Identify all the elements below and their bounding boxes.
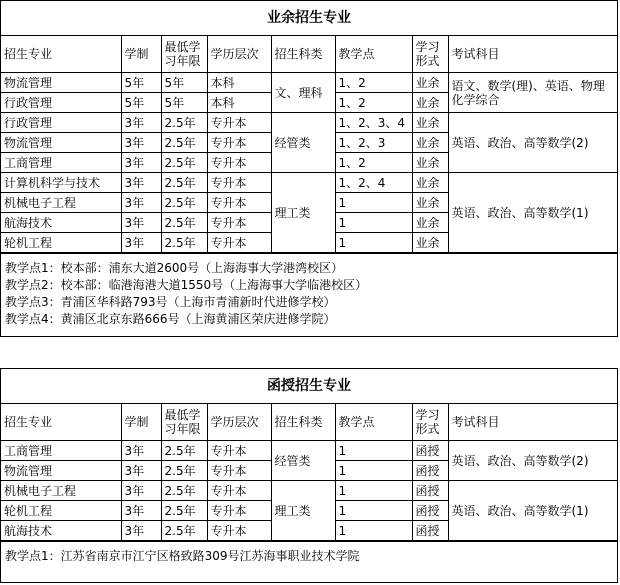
cell-level: 本科 bbox=[207, 93, 271, 113]
cell-level: 专升本 bbox=[207, 113, 271, 133]
header-level: 学历层次 bbox=[207, 36, 271, 73]
cell-major: 机械电子工程 bbox=[1, 481, 121, 501]
cell-exam: 英语、政治、高等数学(1) bbox=[448, 173, 617, 253]
cell-site: 1、2 bbox=[335, 153, 412, 173]
cell-min-years: 2.5年 bbox=[161, 193, 207, 213]
note-line: 教学点2：校本部：临港海港大道1550号（上海海事大学临港校区） bbox=[5, 278, 368, 292]
cell-exam: 英语、政治、高等数学(1) bbox=[448, 481, 617, 541]
cell-site: 1、2、4 bbox=[335, 173, 412, 193]
header-category: 招生科类 bbox=[271, 404, 335, 441]
header-min-years: 最低学习年限 bbox=[161, 36, 207, 73]
program-table bbox=[1, 36, 617, 253]
cell-major: 工商管理 bbox=[1, 153, 121, 173]
header-exam: 考试科目 bbox=[448, 404, 617, 441]
cell-mode: 函授 bbox=[412, 461, 448, 481]
table-header-row bbox=[1, 36, 617, 73]
cell-level: 专升本 bbox=[207, 133, 271, 153]
cell-min-years: 2.5年 bbox=[161, 441, 207, 461]
cell-mode: 函授 bbox=[412, 481, 448, 501]
note-line: 教学点1：江苏省南京市江宁区格致路309号江苏海事职业技术学院 bbox=[5, 549, 360, 563]
cell-level: 专升本 bbox=[207, 521, 271, 541]
cell-level: 专升本 bbox=[207, 501, 271, 521]
cell-site: 1 bbox=[335, 233, 412, 253]
cell-mode: 业余 bbox=[412, 153, 448, 173]
header-major: 招生专业 bbox=[1, 36, 121, 73]
cell-level: 专升本 bbox=[207, 441, 271, 461]
cell-exam: 语文、数学(理)、英语、物理化学综合 bbox=[448, 73, 617, 113]
cell-length: 3年 bbox=[121, 501, 161, 521]
cell-min-years: 2.5年 bbox=[161, 113, 207, 133]
table-row bbox=[1, 481, 617, 501]
cell-level: 专升本 bbox=[207, 153, 271, 173]
cell-exam: 英语、政治、高等数学(2) bbox=[448, 441, 617, 481]
header-mode: 学习形式 bbox=[412, 36, 448, 73]
cell-exam: 英语、政治、高等数学(2) bbox=[448, 113, 617, 173]
cell-site: 1 bbox=[335, 481, 412, 501]
cell-major: 机械电子工程 bbox=[1, 193, 121, 213]
cell-major: 计算机科学与技术 bbox=[1, 173, 121, 193]
cell-length: 3年 bbox=[121, 481, 161, 501]
table-row bbox=[1, 73, 617, 93]
cell-mode: 业余 bbox=[412, 133, 448, 153]
header-min-years: 最低学习年限 bbox=[161, 404, 207, 441]
cell-length: 3年 bbox=[121, 133, 161, 153]
header-mode: 学习形式 bbox=[412, 404, 448, 441]
header-level: 学历层次 bbox=[207, 404, 271, 441]
cell-length: 3年 bbox=[121, 461, 161, 481]
cell-mode: 业余 bbox=[412, 213, 448, 233]
cell-major: 轮机工程 bbox=[1, 233, 121, 253]
teaching-site-notes bbox=[1, 253, 617, 334]
cell-site: 1、2、3、4 bbox=[335, 113, 412, 133]
cell-site: 1 bbox=[335, 441, 412, 461]
cell-mode: 业余 bbox=[412, 173, 448, 193]
cell-major: 行政管理 bbox=[1, 113, 121, 133]
cell-level: 专升本 bbox=[207, 233, 271, 253]
cell-mode: 业余 bbox=[412, 113, 448, 133]
cell-length: 3年 bbox=[121, 441, 161, 461]
cell-length: 3年 bbox=[121, 193, 161, 213]
cell-min-years: 2.5年 bbox=[161, 173, 207, 193]
cell-major: 工商管理 bbox=[1, 441, 121, 461]
cell-site: 1、2 bbox=[335, 93, 412, 113]
cell-site: 1 bbox=[335, 193, 412, 213]
cell-major: 航海技术 bbox=[1, 213, 121, 233]
header-exam: 考试科目 bbox=[448, 36, 617, 73]
cell-mode: 业余 bbox=[412, 233, 448, 253]
cell-mode: 业余 bbox=[412, 193, 448, 213]
cell-length: 3年 bbox=[121, 233, 161, 253]
cell-major: 航海技术 bbox=[1, 521, 121, 541]
teaching-site-notes bbox=[1, 541, 617, 571]
cell-site: 1 bbox=[335, 213, 412, 233]
cell-level: 专升本 bbox=[207, 461, 271, 481]
cell-min-years: 2.5年 bbox=[161, 213, 207, 233]
table-row bbox=[1, 113, 617, 133]
cell-site: 1 bbox=[335, 461, 412, 481]
cell-length: 3年 bbox=[121, 113, 161, 133]
cell-length: 3年 bbox=[121, 521, 161, 541]
cell-major: 物流管理 bbox=[1, 73, 121, 93]
cell-length: 3年 bbox=[121, 153, 161, 173]
cell-length: 5年 bbox=[121, 73, 161, 93]
table-header-row bbox=[1, 404, 617, 441]
cell-major: 轮机工程 bbox=[1, 501, 121, 521]
cell-length: 3年 bbox=[121, 173, 161, 193]
cell-category: 理工类 bbox=[271, 173, 335, 253]
cell-major: 行政管理 bbox=[1, 93, 121, 113]
header-length: 学制 bbox=[121, 404, 161, 441]
cell-site: 1 bbox=[335, 521, 412, 541]
cell-min-years: 5年 bbox=[161, 73, 207, 93]
cell-min-years: 2.5年 bbox=[161, 481, 207, 501]
cell-level: 专升本 bbox=[207, 481, 271, 501]
program-table bbox=[1, 404, 617, 541]
cell-length: 5年 bbox=[121, 93, 161, 113]
section-correspondence bbox=[0, 368, 618, 583]
note-line: 教学点4：黄浦区北京东路666号（上海黄浦区荣庆进修学院） bbox=[5, 312, 336, 326]
cell-level: 专升本 bbox=[207, 213, 271, 233]
cell-level: 本科 bbox=[207, 73, 271, 93]
header-site: 教学点 bbox=[335, 404, 412, 441]
cell-min-years: 2.5年 bbox=[161, 521, 207, 541]
cell-major: 物流管理 bbox=[1, 461, 121, 481]
cell-mode: 函授 bbox=[412, 441, 448, 461]
cell-min-years: 2.5年 bbox=[161, 233, 207, 253]
cell-site: 1、2、3 bbox=[335, 133, 412, 153]
cell-site: 1 bbox=[335, 501, 412, 521]
section-title: 业余招生专业 bbox=[1, 1, 617, 36]
header-site: 教学点 bbox=[335, 36, 412, 73]
cell-major: 物流管理 bbox=[1, 133, 121, 153]
cell-category: 理工类 bbox=[271, 481, 335, 541]
cell-site: 1、2 bbox=[335, 73, 412, 93]
cell-min-years: 2.5年 bbox=[161, 461, 207, 481]
cell-min-years: 2.5年 bbox=[161, 153, 207, 173]
cell-level: 专升本 bbox=[207, 173, 271, 193]
cell-length: 3年 bbox=[121, 213, 161, 233]
table-row bbox=[1, 173, 617, 193]
header-length: 学制 bbox=[121, 36, 161, 73]
cell-category: 经管类 bbox=[271, 113, 335, 173]
cell-mode: 业余 bbox=[412, 73, 448, 93]
cell-category: 经管类 bbox=[271, 441, 335, 481]
header-category: 招生科类 bbox=[271, 36, 335, 73]
cell-min-years: 2.5年 bbox=[161, 501, 207, 521]
cell-min-years: 5年 bbox=[161, 93, 207, 113]
cell-mode: 函授 bbox=[412, 521, 448, 541]
header-major: 招生专业 bbox=[1, 404, 121, 441]
cell-min-years: 2.5年 bbox=[161, 133, 207, 153]
cell-level: 专升本 bbox=[207, 193, 271, 213]
section-title: 函授招生专业 bbox=[1, 369, 617, 404]
cell-mode: 业余 bbox=[412, 93, 448, 113]
table-row bbox=[1, 441, 617, 461]
cell-category: 文、理科 bbox=[271, 73, 335, 113]
cell-mode: 函授 bbox=[412, 501, 448, 521]
note-line: 教学点1：校本部：浦东大道2600号（上海海事大学港湾校区） bbox=[5, 261, 344, 275]
note-line: 教学点3：青浦区华科路793号（上海市青浦新时代进修学校） bbox=[5, 295, 336, 309]
